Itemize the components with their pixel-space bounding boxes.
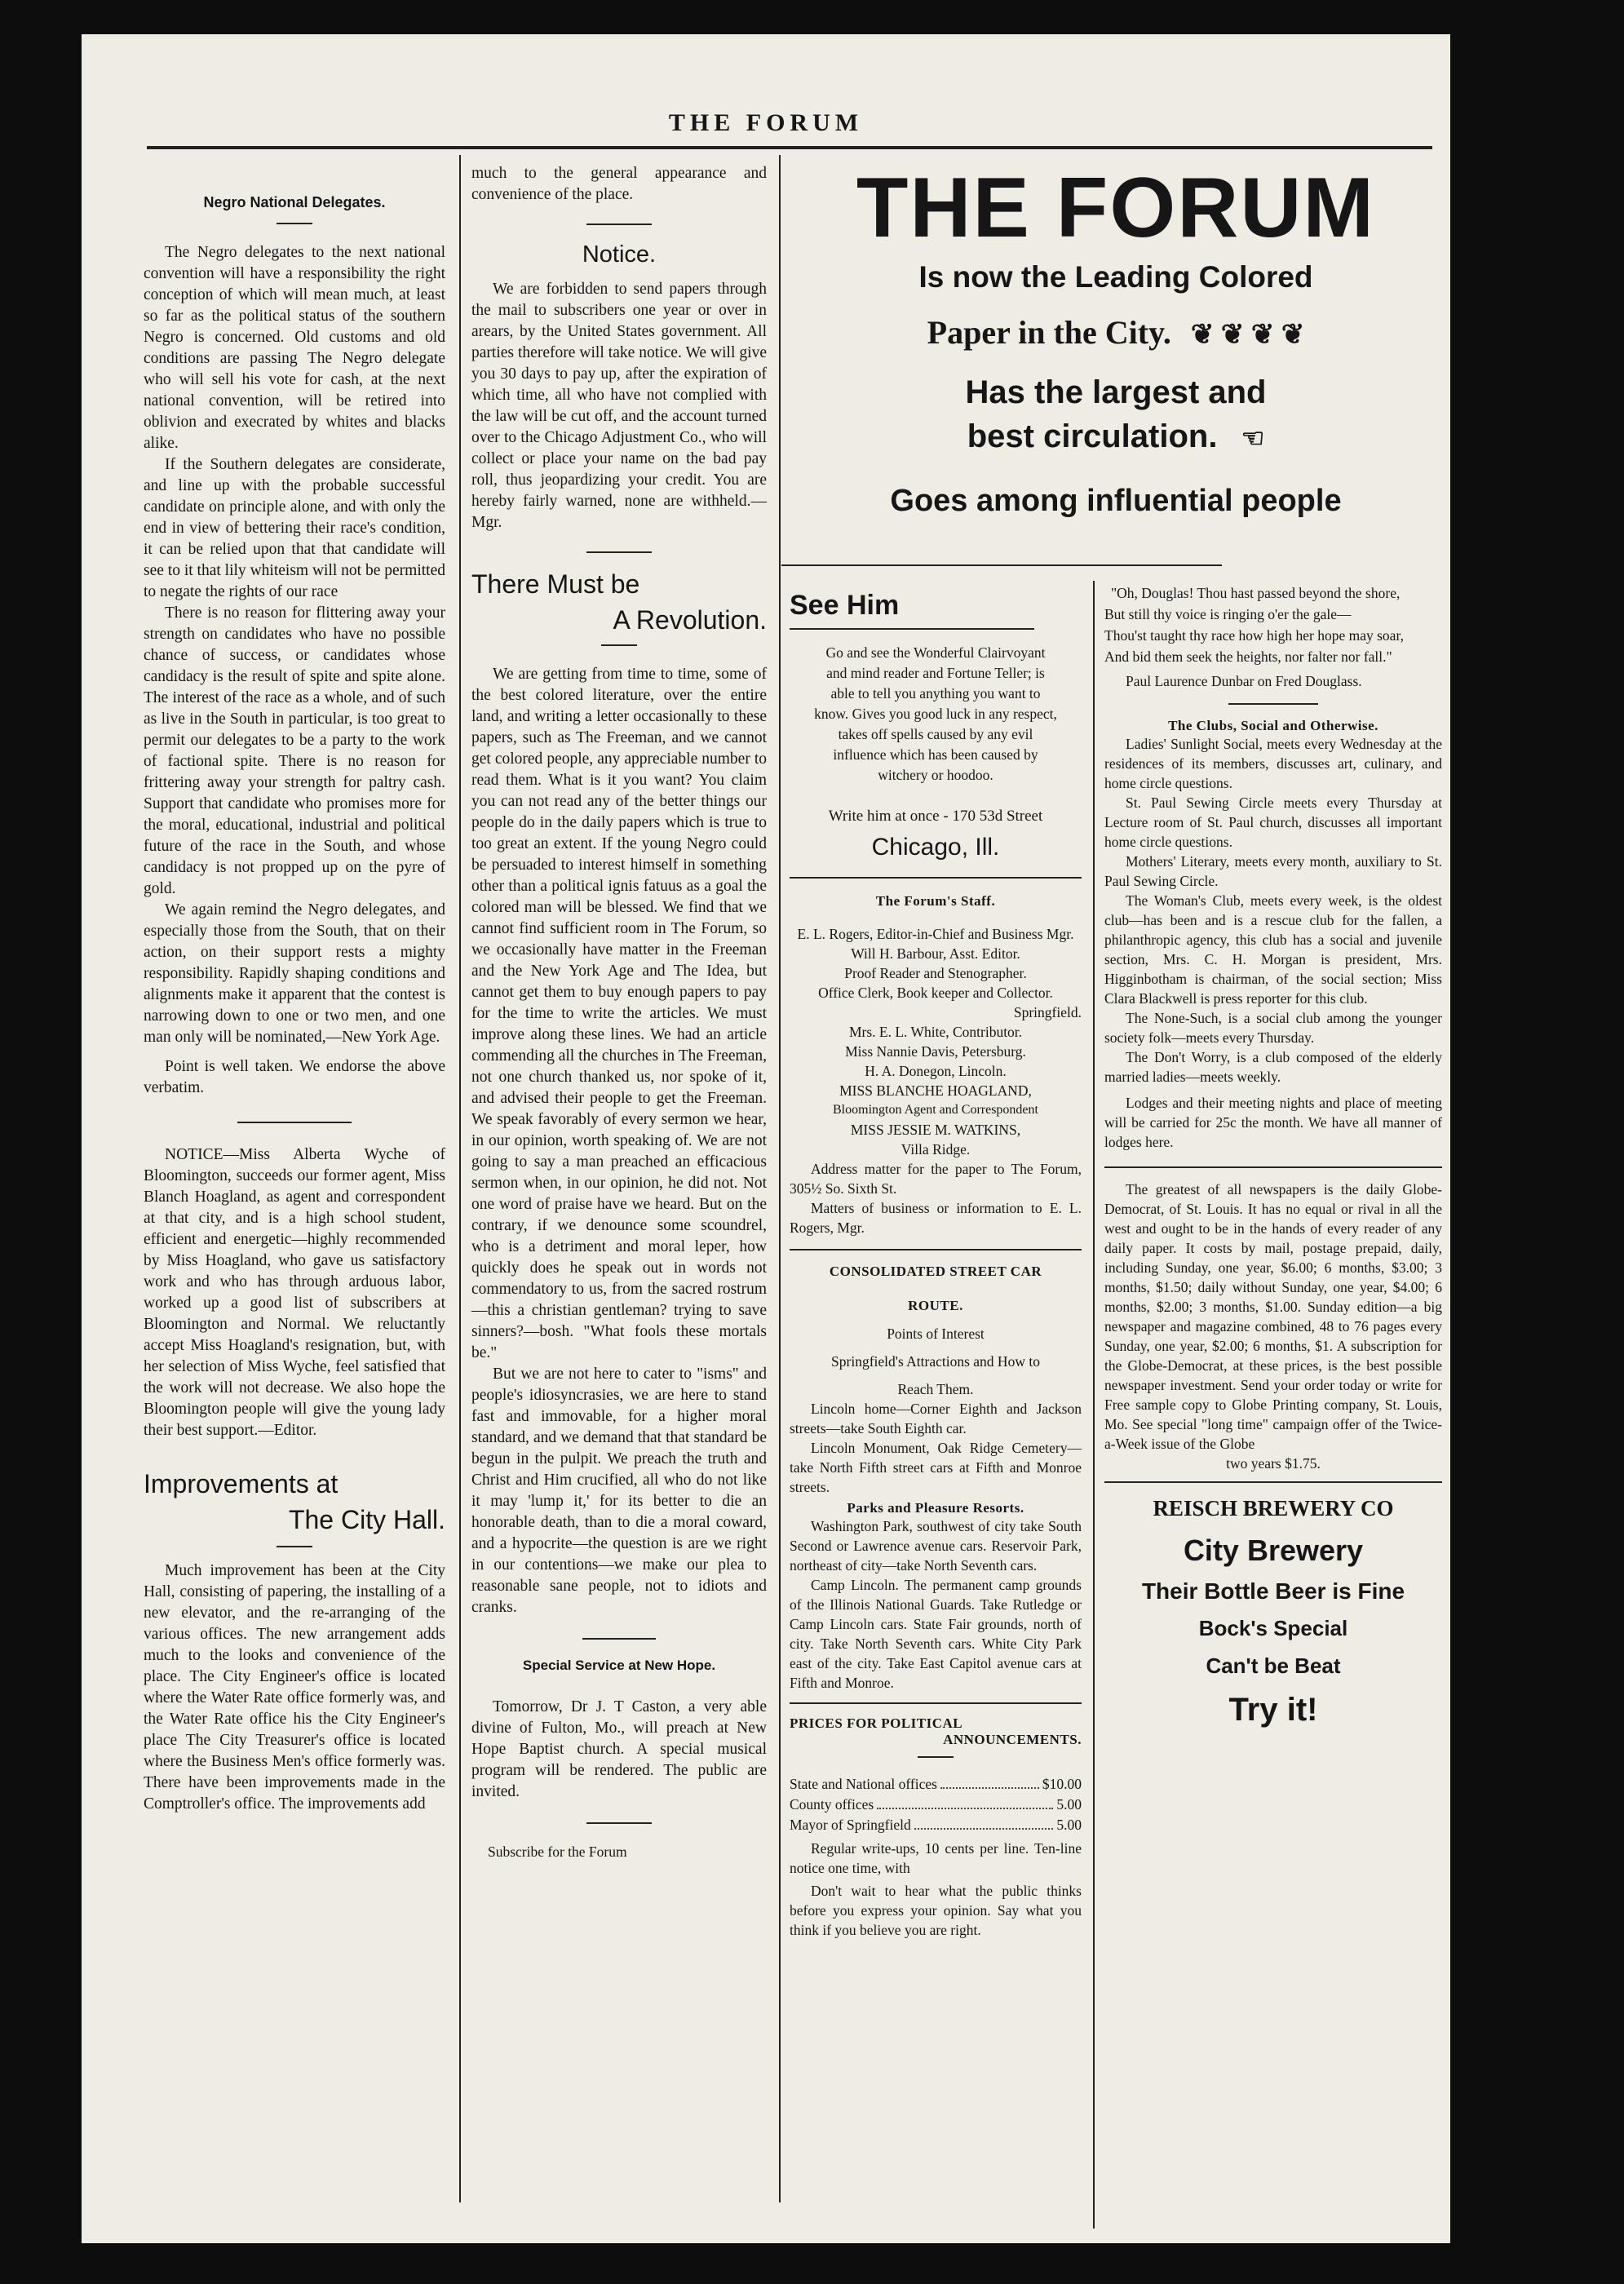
section-rule <box>586 1822 652 1824</box>
improvements-title-2: The City Hall. <box>288 1505 445 1534</box>
title-rule <box>790 628 1034 630</box>
bottle-beer: Their Bottle Beer is Fine <box>1141 1578 1405 1604</box>
leader-dots <box>877 1795 1053 1809</box>
section-rule <box>586 551 652 553</box>
column-4 <box>1104 582 1442 1731</box>
route-para-2: Lincoln Monument, Oak Ridge Cemetery—take North Fifth street cars at Fifth and Monroe streets. <box>790 1440 1082 1495</box>
price-row <box>790 1815 1082 1835</box>
staff-title: The Forum's Staff. <box>875 893 996 909</box>
delegates-para-1: The Negro delegates to the next national convention will have a responsibility the right conception of which will mean much, at least so far as the political status of the southern Negro is concerned. Old customs and old conditions are passing The Negro delegate who will sell his vote for cash, at the next national convention, will be retired into oblivion and execrated by whites and blacks alike. <box>144 244 445 452</box>
banner-line-5: Goes among influential people <box>890 484 1342 518</box>
section-rule <box>790 877 1082 879</box>
clubs-para: Lodges and their meeting nights and place of meeting will be carried for 25c the month. We have all manner of lodges here. <box>1104 1095 1442 1150</box>
banner-line-2-text: Paper in the City. <box>927 314 1171 351</box>
brewery-ad <box>1104 1494 1442 1731</box>
banner-line-4-text: best circulation. <box>967 418 1218 454</box>
subscribe-line: Subscribe for the Forum <box>488 1844 627 1860</box>
bocks-special: Bock's Special <box>1198 1616 1348 1640</box>
continued-para: much to the general appearance and convenience of the place. <box>471 165 767 203</box>
title-rule <box>918 1756 954 1758</box>
price-value: $10.00 <box>1042 1776 1082 1792</box>
delegates-title: Negro National Delegates. <box>203 194 386 210</box>
writeups-para: Regular write-ups, 10 cents per line. Ten-line notice one time, with <box>790 1840 1082 1876</box>
parks-title: Parks and Pleasure Resorts. <box>847 1500 1024 1516</box>
parks-para-2: Camp Lincoln. The permanent camp grounds of the Illinois National Guards. Take Rutledge or Camp Lincoln cars. State Fair grounds, north of city. Take North Seventh cars. White City Park east of the city. Take East Capitol avenue cars at Fifth and Monroe. <box>790 1577 1082 1691</box>
banner-line-3: Has the largest and <box>965 374 1267 410</box>
revolution-para-1: We are getting from time to time, some of the best colored literature, over the entire land, and writing a letter occasionally to these papers, such as The Freeman, and we cannot get colored people, any appreciable number to read them. What is it you want? You claim you can not read any of the better things our people do in the daily papers which is true to too great an extent. If the young Negro could be persuaded to interest himself in something other than a political ignis fatuus as a goal the colored man will be blessed. We find that we cannot find sufficient room in The Forum, so we occasionally have matter in the Freeman and the New York Age and The Idea, but cannot get them to buy enough papers to pay for the time to write the articles. We must improve along these lines. We had an article commending all the churches in The Freeman, not one church thanked us, nor spoke of it, and advised their people to get the Freeman. We speak favorably of every sermon we hear, in our opinion, worth speaking of. We are not going to say a man preached an efficacious sermon when, in our opinion, he did not. Not one word of praise have we heard. But on the contrary, if we denounce some scoundrel, who is a detriment and moral leper, how quickly does he speak out in words not commendatory to us, from the sacred rostrum—this a christian gentleman? trying to save sinners?—bosh. "What fools these mortals be." <box>471 666 767 1361</box>
staff-line: Miss Nannie Davis, Petersburg. <box>845 1043 1026 1060</box>
staff-line: Will H. Barbour, Asst. Editor. <box>851 945 1020 962</box>
clubs-para: The Woman's Club, meets every week, is the oldest club—has been and is a rescue club for the fallen, a philanthropic agency, this club has a social and juvenile section, Mrs. C. H. Morgan is president, Mrs. Higginbotham is chairman, of the social section; Miss Clara Blackwell is press reporter for this club. <box>1104 892 1442 1007</box>
banner-rule <box>781 564 1222 566</box>
staff-line: E. L. Rogers, Editor-in-Chief and Business Mgr. <box>797 926 1074 942</box>
section-rule <box>586 224 652 225</box>
poem-line: Thou'st taught thy race how high her hope may soar, <box>1104 627 1404 644</box>
staff-line: Springfield. <box>1013 1004 1082 1020</box>
delegates-para-3: There is no reason for flittering away your strength on candidates who have no possible chance of success, or candidates whose candidacy is the result of spite and spite alone. The interest of the race as a whole, and of such as live in the South in particular, is too great to permit our delegates to be a party to the work of factional spite. There is no reason for frittering away your strength for paltry cash. Support that candidate who promises more for the moral, educational, industrial and political future of the race in the South, and whose candidacy is not propped up on the pyre of gold. <box>144 604 445 897</box>
staff-line: Mrs. E. L. White, Contributor. <box>848 1024 1023 1040</box>
column-1 <box>144 157 445 1815</box>
delegates-para-5: Point is well taken. We endorse the above verbatim. <box>144 1058 445 1096</box>
staff-line: Villa Ridge. <box>901 1141 971 1157</box>
address-para: Address matter for the paper to The Forum, 305½ So. Sixth St. <box>790 1161 1082 1197</box>
route-sub-2: Springfield's Attractions and How to <box>831 1353 1040 1370</box>
price-value: 5.00 <box>1056 1796 1082 1813</box>
staff-line: Office Clerk, Book keeper and Collector. <box>818 985 1053 1001</box>
column-3 <box>790 581 1082 1940</box>
leader-dots <box>914 1815 1054 1830</box>
parks-para-1: Washington Park, southwest of city take South Second or Lawrence avenue cars. Reservoir Park, northeast of city—take North Seventh cars. <box>790 1518 1082 1574</box>
column-rule-2 <box>779 155 781 2202</box>
globe-para: The greatest of all newspapers is the daily Globe-Democrat, of St. Louis. It has no equal or rival in all the west and ought to be in the hands of every reader of any daily paper. It costs by mail, postage prepaid, daily, including Sunday, one year, $6.00; 6 months, $3.00; 3 months, $1.50; daily without Sunday, one year, $4.00; 6 months, $2.00; 3 months, $1.00. Sunday edition—a big newspaper and magazine combined, 48 to 76 pages every Sunday, one year, $2.00; 6 months, $1. A subscription for the Globe-Democrat, at these prices, is the best possible newspaper investment. Send your order today or write for Free sample copy to Globe Printing company, St. Louis, Mo. See special "long time" campaign offer of the Twice-a-Week issue of the Globe <box>1104 1181 1442 1452</box>
title-rule <box>277 1546 312 1547</box>
delegates-para-2: If the Southern delegates are considerate, and line up with the probable successful candidate on principle alone, and with only the end in view of bettering their race's condition, it can be relied upon that that candidate will see to it that lily whiteism will not be permitted to negate the rights of our race <box>144 456 445 600</box>
brewery-name: REISCH BREWERY CO <box>1153 1496 1394 1520</box>
route-title-2: ROUTE. <box>908 1298 963 1313</box>
column-2 <box>471 163 767 1861</box>
banner-line-1: Is now the Leading Colored <box>918 260 1313 294</box>
seehim-para: Go and see the Wonderful Clairvoyant and mind reader and Fortune Teller; is able to tell you anything you want to know. Gives you good luck in any respect, takes off spells caused by any evil influence which has been caused by witchery or hoodoo. <box>814 644 1057 783</box>
globe-tail: two years $1.75. <box>1226 1455 1321 1472</box>
column-rule-1 <box>459 155 461 2202</box>
prices-title-1: PRICES FOR POLITICAL <box>790 1715 963 1731</box>
section-rule <box>1104 1166 1442 1168</box>
route-sub-1: Points of Interest <box>887 1326 985 1342</box>
forum-banner-ad <box>790 157 1442 560</box>
banner-line-2 <box>790 307 1442 361</box>
section-rule <box>1104 1481 1442 1483</box>
staff-line: Bloomington Agent and Correspondent <box>833 1103 1038 1117</box>
poem <box>1104 582 1442 692</box>
clubs-title: The Clubs, Social and Otherwise. <box>1168 718 1378 733</box>
prices-title-2: ANNOUNCEMENTS. <box>943 1732 1082 1747</box>
poem-line: And bid them seek the heights, nor falter nor fall." <box>1104 648 1392 665</box>
staff-list <box>790 924 1082 1159</box>
special-title: Special Service at New Hope. <box>522 1658 716 1673</box>
notice-para: NOTICE—Miss Alberta Wyche of Bloomington, succeeds our former agent, Miss Blanch Hoagland, as agent and correspondent at that city, and is a high school student, efficient and energetic—highly recommended by Miss Hoagland, who gave us satisfactory work and who has through arduous labor, worked up a good list of subscribers at Bloomington and Normal. We reluctantly accept Miss Hoagland's resignation, but, with her selection of Miss Wyche, feel satisfied that the work will not decrease. We also hope the Bloomington people will give the young lady their best support.—Editor. <box>144 1146 445 1439</box>
chicago-line: Chicago, Ill. <box>871 834 1000 861</box>
staff-line: Proof Reader and Stenographer. <box>844 965 1027 981</box>
section-rule <box>1228 703 1318 705</box>
poem-line: "Oh, Douglas! Thou hast passed beyond the shore, <box>1111 585 1401 601</box>
improvements-para: Much improvement has been at the City Hall, consisting of papering, the installing of a new elevator, and the re-arranging of the various offices. The new arrangement adds much to the looks and convenience of the place. The City Engineer's office is located where the Water Rate office formerly was, and the Water Rate office his the City Engineer's place The City Treasurer's office is located where the Business Men's office formerly was. There have been improvements made in the Comptroller's office. The improvements add <box>144 1562 445 1813</box>
revolution-para-2: But we are not here to cater to "isms" and people's idiosyncrasies, we are here to stand fast and immovable, for a higher moral standard, and we demand that that standard be begun in the pulpit. We preach the truth and Christ and Him crucified, all who do not like it may 'lump it,' for its better to die an honorable death, than to die a moral coward, and a hypocrite—the question is are we right in our contentions—we make our plea to reasonable sane people, not to idiots and cranks. <box>471 1366 767 1616</box>
section-rule <box>790 1702 1082 1704</box>
notice-title: Notice. <box>582 241 657 268</box>
notice-para: We are forbidden to send papers through the mail to subscribers one year or over in arears, by the United States government. All parties therefore will take notice. We will give you 30 days to pay up, after the expiration of which time, all who have not complied with the law will be cut off, and the account turned over to the Chicago Adjustment Co., who will collect or place your name on the bad pay roll, thus jeopardizing your credit. You are hereby fairly warned, none are withheld.—Mgr. <box>471 281 767 531</box>
poem-line: But still thy voice is ringing o'er the gale— <box>1104 606 1352 622</box>
price-row <box>790 1774 1082 1795</box>
clubs-para: Mothers' Literary, meets every month, auxiliary to St. Paul Sewing Circle. <box>1104 853 1442 889</box>
staff-line: MISS JESSIE M. WATKINS, <box>850 1122 1021 1138</box>
column-rule-3 <box>1093 581 1095 2229</box>
price-label: County offices <box>790 1796 874 1813</box>
staff-line: MISS BLANCHE HOAGLAND, <box>839 1082 1032 1099</box>
revolution-title-1: There Must be <box>471 569 640 599</box>
price-value: 5.00 <box>1056 1817 1082 1833</box>
price-label: State and National offices <box>790 1776 937 1792</box>
pointing-hand-icon: ☜ <box>1241 423 1265 453</box>
section-rule <box>582 1638 656 1640</box>
banner-line-4 <box>790 415 1442 459</box>
public-para: Don't wait to hear what the public thinks before you express your opinion. Say what you think if you believe you are right. <box>790 1883 1082 1938</box>
route-sub-3: Reach Them. <box>897 1381 974 1397</box>
revolution-title-2: A Revolution. <box>613 605 767 635</box>
section-rule <box>790 1249 1082 1250</box>
title-rule <box>601 644 637 646</box>
staff-line: H. A. Donegon, Lincoln. <box>865 1063 1007 1079</box>
cant-be-beat: Can't be Beat <box>1206 1653 1341 1678</box>
special-para: Tomorrow, Dr J. T Caston, a very able divine of Fulton, Mo., will preach at New Hope Baptist church. A special musical program will be rendered. The public are invited. <box>471 1698 767 1800</box>
clubs-para: The None-Such, is a social club among the younger society folk—meets every Thursday. <box>1104 1010 1442 1046</box>
improvements-title-1: Improvements at <box>144 1469 339 1498</box>
route-title-1: CONSOLIDATED STREET CAR <box>829 1264 1042 1279</box>
delegates-para-4: We again remind the Negro delegates, and especially those from the South, that on their action, on their support rests a mighty responsibility. Rapidly shaping conditions and alignments make it apparent that the contest is narrowing down to one or two men, and one man only will be nominated,—New York Age. <box>144 901 445 1046</box>
leader-dots <box>940 1774 1039 1789</box>
business-para: Matters of business or information to E. L. Rogers, Mgr. <box>790 1200 1082 1236</box>
write-line: Write him at once - 170 53d Street <box>828 808 1043 825</box>
poem-credit: Paul Laurence Dunbar on Fred Douglass. <box>1126 673 1362 689</box>
route-para-1: Lincoln home—Corner Eighth and Jackson streets—take South Eighth car. <box>790 1401 1082 1436</box>
clubs-para: Ladies' Sunlight Social, meets every Wednesday at the residences of its members, discusses art, culinary, and home circle questions. <box>1104 736 1442 791</box>
price-row <box>790 1795 1082 1815</box>
try-it: Try it! <box>1228 1692 1318 1728</box>
masthead: THE FORUM <box>668 109 864 136</box>
clubs-para: St. Paul Sewing Circle meets every Thursday at Lecture room of St. Paul church, discusses all important home circle questions. <box>1104 795 1442 850</box>
newspaper-page <box>82 34 1450 2243</box>
clubs-para: The Don't Worry, is a club composed of the elderly married ladies—meets weekly. <box>1104 1049 1442 1085</box>
masthead-rule <box>147 146 1432 149</box>
seehim-title: See Him <box>790 590 900 621</box>
city-brewery: City Brewery <box>1183 1534 1364 1567</box>
price-label: Mayor of Springfield <box>790 1817 911 1833</box>
title-rule <box>277 223 312 224</box>
banner-title: THE FORUM <box>856 161 1376 255</box>
leaf-ornaments-icon: ❦ ❦ ❦ ❦ <box>1190 320 1305 350</box>
section-rule <box>237 1122 352 1123</box>
